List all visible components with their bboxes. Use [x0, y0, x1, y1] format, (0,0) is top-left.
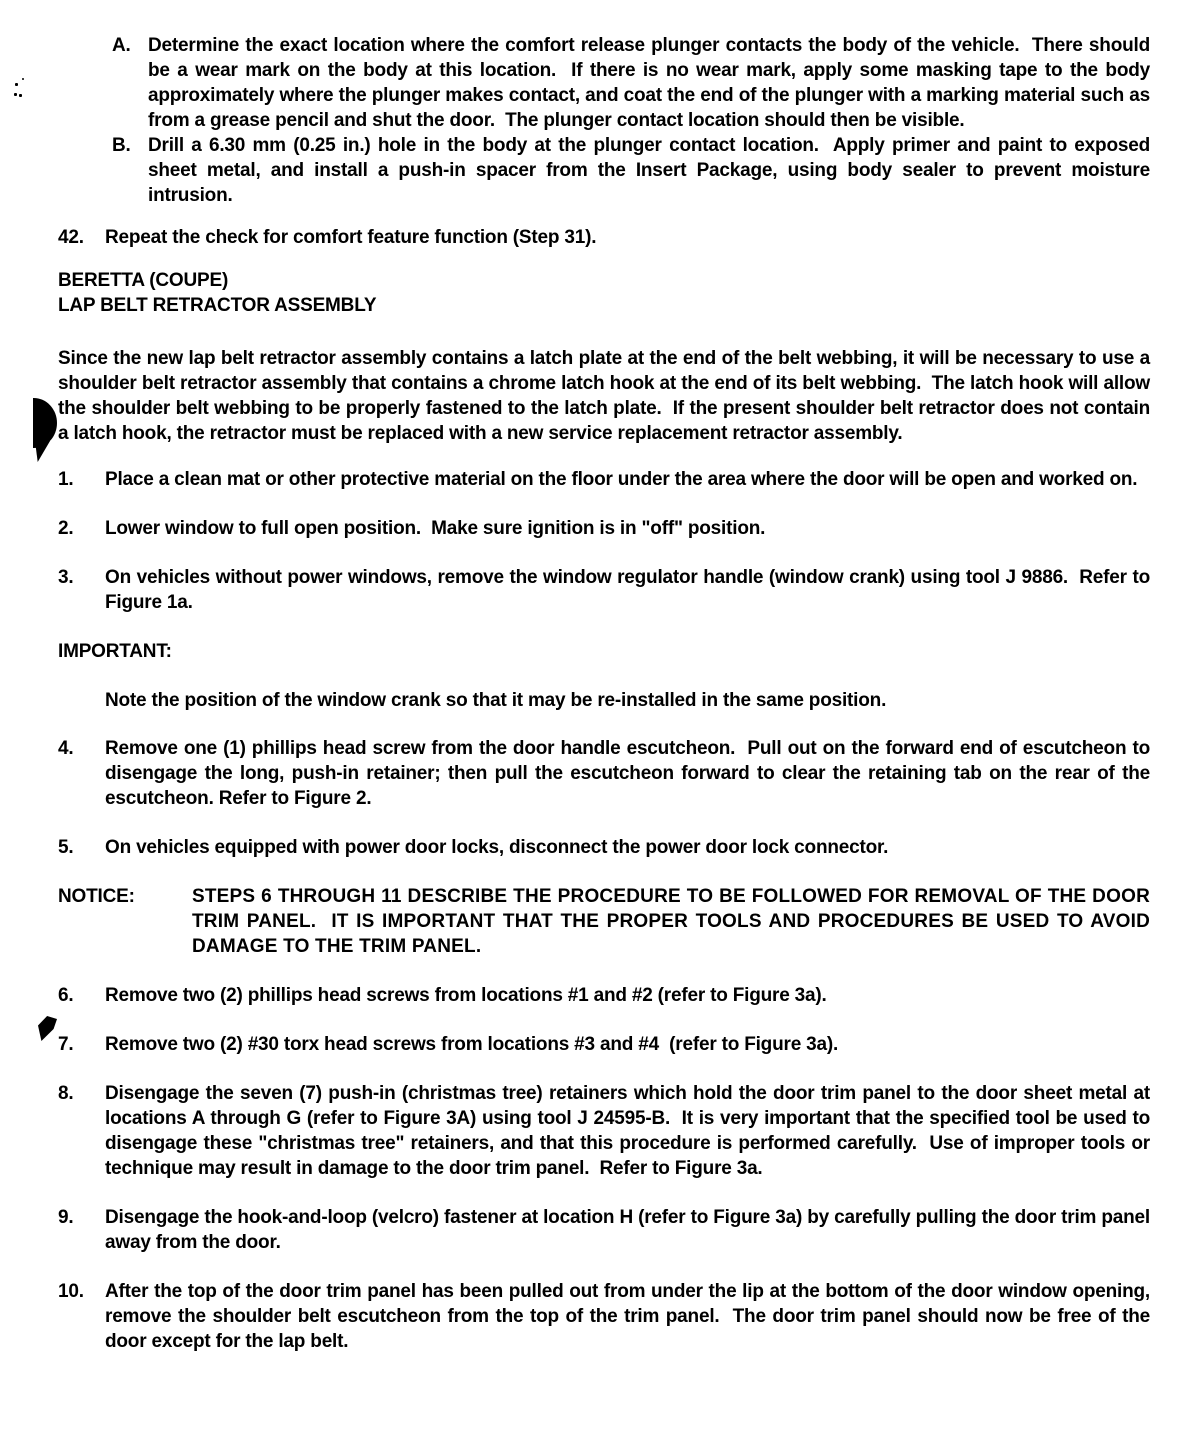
- step-9: [58, 1205, 1156, 1255]
- step-7: [58, 1032, 1150, 1057]
- step-8: [58, 1081, 1156, 1181]
- heading-line-model: BERETTA (COUPE): [58, 270, 229, 291]
- item-label: A.: [112, 35, 131, 56]
- important-label: IMPORTANT:: [58, 641, 172, 662]
- step-10: [58, 1279, 1156, 1354]
- step-text: After the top of the door trim panel has been pulled out from under the lip at the bottom of the door window opening, remove the shoulder belt escutcheon from the top of the trim panel. The door trim panel should now be free of the door except for the lap belt.: [105, 1281, 1156, 1352]
- item-text: Drill a 6.30 mm (0.25 in.) hole in the body at the plunger contact location. Apply primer and paint to exposed sheet metal, and install a push-in spacer from the Insert Package, using body sealer to prevent moisture intrusion.: [148, 135, 1156, 206]
- step-number: 1.: [58, 469, 74, 490]
- section-heading: [58, 268, 1150, 318]
- step-text: Remove two (2) #30 torx head screws from locations #3 and #4 (refer to Figure 3a).: [105, 1034, 839, 1055]
- step-text: Remove two (2) phillips head screws from locations #1 and #2 (refer to Figure 3a).: [105, 985, 827, 1006]
- step-2: [58, 516, 1150, 541]
- step-number: 5.: [58, 837, 74, 858]
- step-number: 7.: [58, 1034, 74, 1055]
- step-text: Place a clean mat or other protective material on the floor under the area where the door will be open and worked on.: [105, 469, 1138, 490]
- step-number: 3.: [58, 567, 74, 588]
- scan-speckle: [14, 93, 17, 96]
- step-text: Lower window to full open position. Make sure ignition is in "off" position.: [105, 518, 766, 539]
- notice-block: [58, 884, 1156, 959]
- step-42: [58, 225, 1150, 250]
- intro-paragraph: Since the new lap belt retractor assembly contains a latch plate at the end of the belt webbing, it will be necessary to use a shoulder belt retractor assembly that contains a chrome latch hook at the end of its belt webbing. The latch hook will allow the shoulder belt webbing to be properly fastened to the latch plate. If the present shoulder belt retractor does not contain a latch hook, the retractor must be replaced with a new service replacement retractor assembly.: [58, 348, 1156, 444]
- step-3: [58, 565, 1156, 615]
- step-number: 6.: [58, 985, 74, 1006]
- lettered-item-a: [112, 33, 1156, 133]
- scan-speckle: [22, 78, 24, 80]
- notice-label: NOTICE:: [58, 886, 135, 907]
- step-text: Repeat the check for comfort feature function (Step 31).: [105, 227, 597, 248]
- step-text: On vehicles without power windows, remove the window regulator handle (window crank) using tool J 9886. Refer to Figure 1a.: [105, 567, 1156, 613]
- item-label: B.: [112, 135, 131, 156]
- step-number: 9.: [58, 1207, 74, 1228]
- step-5: [58, 835, 1150, 860]
- heading-line-title: LAP BELT RETRACTOR ASSEMBLY: [58, 295, 377, 316]
- important-block: [58, 639, 1150, 713]
- step-number: 42.: [58, 227, 84, 248]
- step-text: Disengage the seven (7) push-in (christmas tree) retainers which hold the door trim panel to the door sheet metal at locations A through G (refer to Figure 3A) using tool J 24595-B. It is very important that the specified tool be used to disengage these "christmas tree" retainers, and that this procedure is performed carefully. Use of improper tools or technique may result in damage to the door trim panel. Refer to Figure 3a.: [105, 1083, 1156, 1179]
- lettered-item-b: [112, 133, 1156, 208]
- step-number: 4.: [58, 738, 74, 759]
- step-4: [58, 736, 1156, 811]
- step-text: Remove one (1) phillips head screw from the door handle escutcheon. Pull out on the forward end of escutcheon to disengage the long, push-in retainer; then pull the escutcheon forward to clear the retaining tab on the rear of the escutcheon. Refer to Figure 2.: [105, 738, 1156, 809]
- step-number: 2.: [58, 518, 74, 539]
- step-1: [58, 467, 1150, 492]
- important-note-text: Note the position of the window crank so that it may be re-installed in the same position.: [105, 690, 887, 711]
- step-text: On vehicles equipped with power door locks, disconnect the power door lock connector.: [105, 837, 889, 858]
- notice-text: STEPS 6 THROUGH 11 DESCRIBE THE PROCEDURE TO BE FOLLOWED FOR REMOVAL OF THE DOOR TRIM PANEL. IT IS IMPORTANT THAT THE PROPER TOOLS AND PROCEDURES BE USED TO AVOID DAMAGE TO THE TRIM PANEL.: [192, 886, 1156, 957]
- scan-speckle: [19, 94, 22, 97]
- step-number: 8.: [58, 1083, 74, 1104]
- step-text: Disengage the hook-and-loop (velcro) fastener at location H (refer to Figure 3a) by carefully pulling the door trim panel away from the door.: [105, 1207, 1156, 1253]
- item-text: Determine the exact location where the comfort release plunger contacts the body of the vehicle. There should be a wear mark on the body at this location. If there is no wear mark, apply some masking tape to the body approximately where the plunger makes contact, and coat the end of the plunger with a marking material such as from a grease pencil and shut the door. The plunger contact location should then be visible.: [148, 35, 1156, 131]
- step-6: [58, 983, 1150, 1008]
- scan-speckle: [15, 83, 18, 86]
- lettered-list: [58, 33, 1156, 208]
- step-number: 10.: [58, 1281, 84, 1302]
